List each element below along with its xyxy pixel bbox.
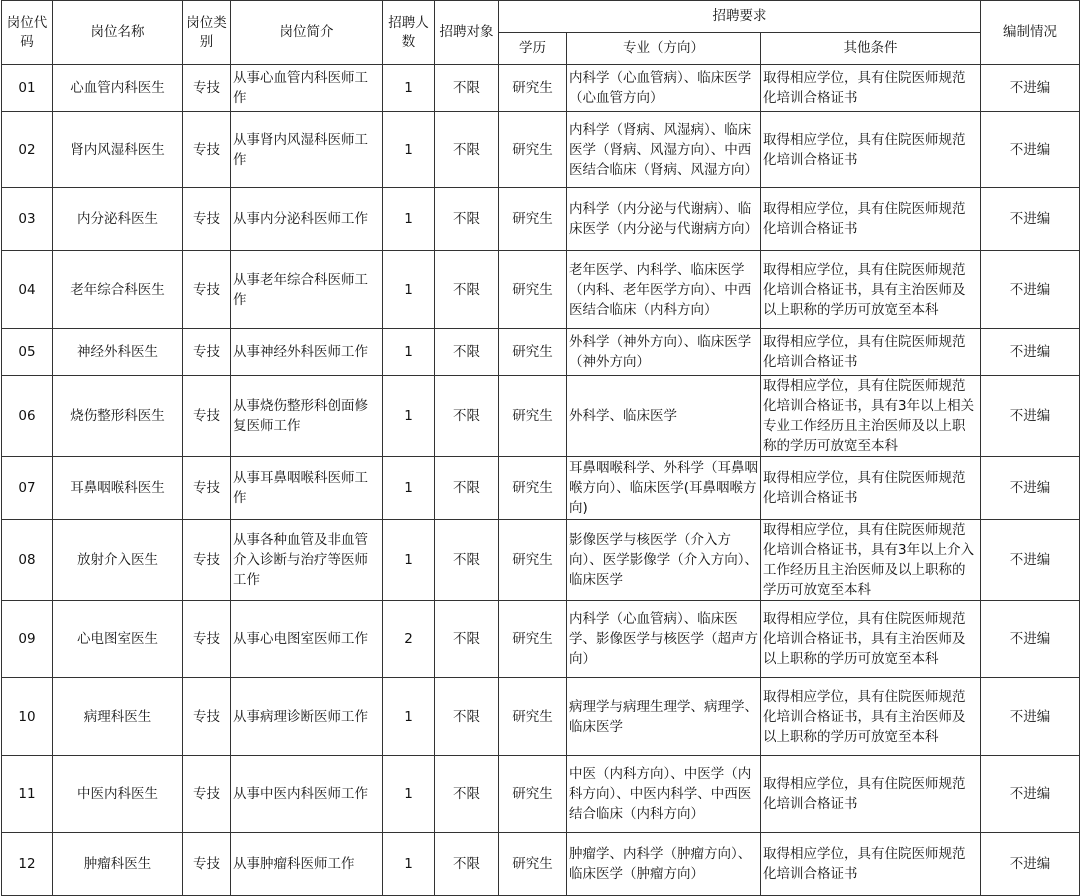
cell-code: 06 bbox=[2, 376, 53, 457]
cell-count: 1 bbox=[383, 376, 435, 457]
cell-name: 肿瘤科医生 bbox=[53, 833, 183, 896]
cell-education: 研究生 bbox=[499, 329, 567, 376]
cell-name: 神经外科医生 bbox=[53, 329, 183, 376]
cell-code: 11 bbox=[2, 756, 53, 833]
cell-name: 心血管内科医生 bbox=[53, 65, 183, 112]
cell-target: 不限 bbox=[435, 65, 499, 112]
cell-name: 烧伤整形科医生 bbox=[53, 376, 183, 457]
header-education: 学历 bbox=[499, 33, 567, 65]
header-count: 招聘人数 bbox=[383, 1, 435, 65]
cell-major: 老年医学、内科学、临床医学（内科、老年医学方向）、中西医结合临床（内科方向） bbox=[567, 251, 761, 329]
cell-code: 07 bbox=[2, 457, 53, 520]
header-staffing: 编制情况 bbox=[981, 1, 1080, 65]
cell-other: 取得相应学位，具有住院医师规范化培训合格证书 bbox=[761, 188, 981, 251]
cell-staffing: 不进编 bbox=[981, 756, 1080, 833]
cell-name: 中医内科医生 bbox=[53, 756, 183, 833]
cell-name: 肾内风湿科医生 bbox=[53, 112, 183, 188]
cell-intro: 从事肿瘤科医师工作 bbox=[231, 833, 383, 896]
cell-target: 不限 bbox=[435, 329, 499, 376]
cell-count: 1 bbox=[383, 251, 435, 329]
table-row bbox=[2, 251, 1080, 329]
recruitment-table bbox=[1, 0, 1080, 896]
cell-type: 专技 bbox=[183, 329, 231, 376]
cell-intro: 从事病理诊断医师工作 bbox=[231, 678, 383, 756]
cell-major: 肿瘤学、内科学（肿瘤方向）、临床医学（肿瘤方向） bbox=[567, 833, 761, 896]
cell-other: 取得相应学位，具有住院医师规范化培训合格证书，具有主治医师及以上职称的学历可放宽至本科 bbox=[761, 601, 981, 678]
header-other: 其他条件 bbox=[761, 33, 981, 65]
cell-major: 影像医学与核医学（介入方向）、医学影像学（介入方向）、临床医学 bbox=[567, 520, 761, 601]
cell-name: 病理科医生 bbox=[53, 678, 183, 756]
cell-count: 1 bbox=[383, 329, 435, 376]
cell-other: 取得相应学位，具有住院医师规范化培训合格证书 bbox=[761, 833, 981, 896]
cell-other: 取得相应学位，具有住院医师规范化培训合格证书 bbox=[761, 65, 981, 112]
cell-staffing: 不进编 bbox=[981, 601, 1080, 678]
cell-staffing: 不进编 bbox=[981, 376, 1080, 457]
cell-other: 取得相应学位，具有住院医师规范化培训合格证书 bbox=[761, 112, 981, 188]
cell-count: 1 bbox=[383, 112, 435, 188]
cell-name: 耳鼻咽喉科医生 bbox=[53, 457, 183, 520]
cell-type: 专技 bbox=[183, 601, 231, 678]
cell-other: 取得相应学位，具有住院医师规范化培训合格证书 bbox=[761, 457, 981, 520]
cell-intro: 从事老年综合科医师工作 bbox=[231, 251, 383, 329]
table-row bbox=[2, 376, 1080, 457]
cell-other: 取得相应学位，具有住院医师规范化培训合格证书 bbox=[761, 756, 981, 833]
cell-major: 外科学、临床医学 bbox=[567, 376, 761, 457]
cell-name: 心电图室医生 bbox=[53, 601, 183, 678]
cell-major: 病理学与病理生理学、病理学、临床医学 bbox=[567, 678, 761, 756]
header-name: 岗位名称 bbox=[53, 1, 183, 65]
cell-intro: 从事肾内风湿科医师工作 bbox=[231, 112, 383, 188]
table-row bbox=[2, 601, 1080, 678]
cell-code: 05 bbox=[2, 329, 53, 376]
cell-target: 不限 bbox=[435, 833, 499, 896]
cell-target: 不限 bbox=[435, 188, 499, 251]
cell-code: 12 bbox=[2, 833, 53, 896]
cell-type: 专技 bbox=[183, 112, 231, 188]
cell-education: 研究生 bbox=[499, 376, 567, 457]
cell-major: 内科学（心血管病）、临床医学（心血管方向） bbox=[567, 65, 761, 112]
cell-count: 1 bbox=[383, 833, 435, 896]
cell-education: 研究生 bbox=[499, 251, 567, 329]
cell-staffing: 不进编 bbox=[981, 833, 1080, 896]
table-row bbox=[2, 833, 1080, 896]
cell-staffing: 不进编 bbox=[981, 329, 1080, 376]
cell-count: 1 bbox=[383, 188, 435, 251]
cell-type: 专技 bbox=[183, 678, 231, 756]
header-type: 岗位类别 bbox=[183, 1, 231, 65]
cell-count: 1 bbox=[383, 457, 435, 520]
cell-target: 不限 bbox=[435, 678, 499, 756]
table-body bbox=[2, 65, 1080, 896]
cell-type: 专技 bbox=[183, 251, 231, 329]
cell-staffing: 不进编 bbox=[981, 65, 1080, 112]
cell-type: 专技 bbox=[183, 520, 231, 601]
cell-intro: 从事神经外科医师工作 bbox=[231, 329, 383, 376]
cell-education: 研究生 bbox=[499, 112, 567, 188]
cell-type: 专技 bbox=[183, 457, 231, 520]
table-row bbox=[2, 678, 1080, 756]
cell-staffing: 不进编 bbox=[981, 188, 1080, 251]
cell-target: 不限 bbox=[435, 601, 499, 678]
cell-type: 专技 bbox=[183, 756, 231, 833]
cell-major: 中医（内科方向）、中医学（内科方向）、中医内科学、中西医结合临床（内科方向） bbox=[567, 756, 761, 833]
cell-other: 取得相应学位，具有住院医师规范化培训合格证书，具有主治医师及以上职称的学历可放宽至本科 bbox=[761, 251, 981, 329]
cell-target: 不限 bbox=[435, 457, 499, 520]
header-major: 专业（方向） bbox=[567, 33, 761, 65]
cell-name: 内分泌科医生 bbox=[53, 188, 183, 251]
cell-code: 01 bbox=[2, 65, 53, 112]
cell-education: 研究生 bbox=[499, 601, 567, 678]
cell-code: 08 bbox=[2, 520, 53, 601]
cell-intro: 从事心血管内科医师工作 bbox=[231, 65, 383, 112]
cell-education: 研究生 bbox=[499, 65, 567, 112]
cell-target: 不限 bbox=[435, 251, 499, 329]
cell-code: 03 bbox=[2, 188, 53, 251]
cell-major: 内科学（心血管病）、临床医学、影像医学与核医学（超声方向） bbox=[567, 601, 761, 678]
cell-education: 研究生 bbox=[499, 520, 567, 601]
cell-code: 10 bbox=[2, 678, 53, 756]
cell-name: 放射介入医生 bbox=[53, 520, 183, 601]
cell-count: 1 bbox=[383, 678, 435, 756]
cell-education: 研究生 bbox=[499, 457, 567, 520]
table-row bbox=[2, 756, 1080, 833]
cell-type: 专技 bbox=[183, 65, 231, 112]
cell-staffing: 不进编 bbox=[981, 457, 1080, 520]
cell-major: 外科学（神外方向）、临床医学（神外方向） bbox=[567, 329, 761, 376]
table-row bbox=[2, 112, 1080, 188]
cell-count: 2 bbox=[383, 601, 435, 678]
table-row bbox=[2, 520, 1080, 601]
cell-education: 研究生 bbox=[499, 833, 567, 896]
cell-intro: 从事烧伤整形科创面修复医师工作 bbox=[231, 376, 383, 457]
cell-intro: 从事中医内科医师工作 bbox=[231, 756, 383, 833]
table-row bbox=[2, 457, 1080, 520]
header-requirements: 招聘要求 bbox=[499, 1, 981, 33]
cell-staffing: 不进编 bbox=[981, 251, 1080, 329]
cell-target: 不限 bbox=[435, 112, 499, 188]
cell-other: 取得相应学位，具有住院医师规范化培训合格证书，具有主治医师及以上职称的学历可放宽至本科 bbox=[761, 678, 981, 756]
cell-code: 09 bbox=[2, 601, 53, 678]
cell-count: 1 bbox=[383, 756, 435, 833]
cell-staffing: 不进编 bbox=[981, 112, 1080, 188]
cell-other: 取得相应学位，具有住院医师规范化培训合格证书，具有3年以上介入工作经历且主治医师及以上职称的学历可放宽至本科 bbox=[761, 520, 981, 601]
cell-type: 专技 bbox=[183, 376, 231, 457]
table-row bbox=[2, 188, 1080, 251]
cell-type: 专技 bbox=[183, 833, 231, 896]
cell-name: 老年综合科医生 bbox=[53, 251, 183, 329]
header-target: 招聘对象 bbox=[435, 1, 499, 65]
cell-count: 1 bbox=[383, 520, 435, 601]
table-row bbox=[2, 65, 1080, 112]
cell-education: 研究生 bbox=[499, 678, 567, 756]
cell-count: 1 bbox=[383, 65, 435, 112]
cell-major: 内科学（肾病、风湿病）、临床医学（肾病、风湿方向）、中西医结合临床（肾病、风湿方向） bbox=[567, 112, 761, 188]
cell-target: 不限 bbox=[435, 520, 499, 601]
cell-staffing: 不进编 bbox=[981, 678, 1080, 756]
cell-intro: 从事各种血管及非血管介入诊断与治疗等医师工作 bbox=[231, 520, 383, 601]
cell-code: 02 bbox=[2, 112, 53, 188]
header-code: 岗位代码 bbox=[2, 1, 53, 65]
cell-major: 耳鼻咽喉科学、外科学（耳鼻咽喉方向）、临床医学(耳鼻咽喉方向) bbox=[567, 457, 761, 520]
cell-code: 04 bbox=[2, 251, 53, 329]
cell-major: 内科学（内分泌与代谢病）、临床医学（内分泌与代谢病方向） bbox=[567, 188, 761, 251]
cell-education: 研究生 bbox=[499, 756, 567, 833]
cell-staffing: 不进编 bbox=[981, 520, 1080, 601]
cell-other: 取得相应学位，具有住院医师规范化培训合格证书 bbox=[761, 329, 981, 376]
cell-intro: 从事心电图室医师工作 bbox=[231, 601, 383, 678]
table-row bbox=[2, 329, 1080, 376]
header-intro: 岗位简介 bbox=[231, 1, 383, 65]
cell-other: 取得相应学位，具有住院医师规范化培训合格证书，具有3年以上相关专业工作经历且主治医师及以上职称的学历可放宽至本科 bbox=[761, 376, 981, 457]
cell-intro: 从事内分泌科医师工作 bbox=[231, 188, 383, 251]
cell-education: 研究生 bbox=[499, 188, 567, 251]
cell-target: 不限 bbox=[435, 756, 499, 833]
cell-target: 不限 bbox=[435, 376, 499, 457]
cell-intro: 从事耳鼻咽喉科医师工作 bbox=[231, 457, 383, 520]
cell-type: 专技 bbox=[183, 188, 231, 251]
